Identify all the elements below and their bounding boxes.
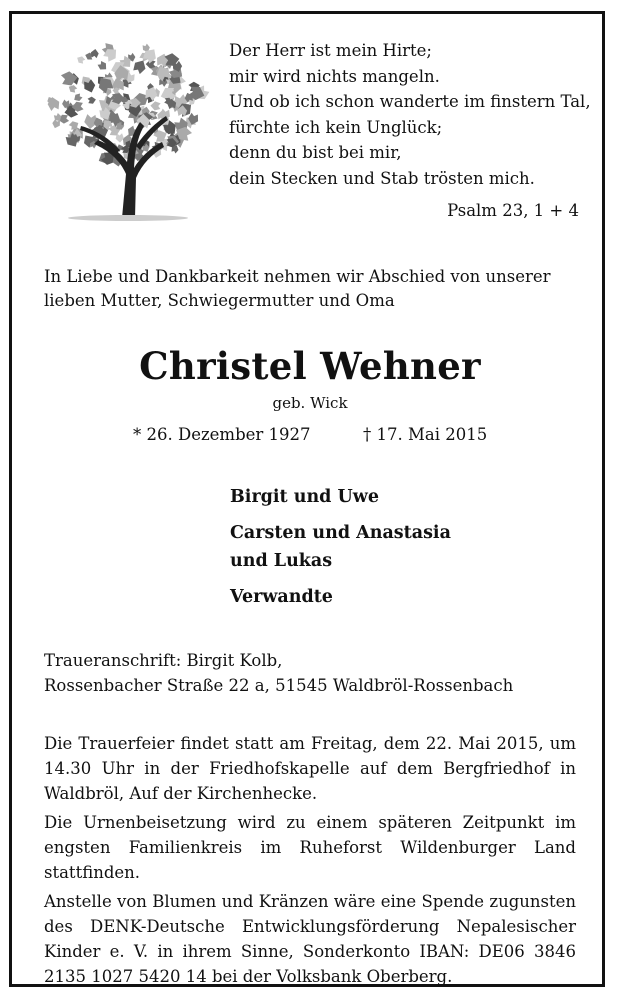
details-paragraph: Anstelle von Blumen und Kränzen wäre eine Spende zugunsten des DENK-Deutsche Entwicklungsförderung Nepalesischer Kinder e. V. in ihrem Sinne, Sonderkonto IBAN: DE06 3846 2135 1027 5420 14 bei der Volksbank Oberberg. — [44, 892, 576, 986]
survivor-entry: Verwandte — [230, 587, 333, 607]
psalm-line: fürchte ich kein Unglück; — [229, 117, 443, 137]
address-line: Traueranschrift: Birgit Kolb, — [44, 651, 283, 670]
tree-ground-shadow — [68, 215, 188, 221]
funeral-details — [44, 731, 576, 993]
tree-leaf — [96, 60, 108, 72]
birth-name: geb. Wick — [272, 394, 348, 412]
tree-leaf — [75, 55, 85, 65]
deceased-name: Christel Wehner — [139, 344, 481, 388]
survivor-entry: Carsten und Anastasia — [230, 523, 451, 543]
psalm-line: Und ob ich schon wanderte im finstern Tal, — [229, 92, 591, 111]
tree-leaf — [87, 96, 96, 105]
psalm-verse — [229, 38, 591, 191]
psalm-line: denn du bist bei mir, — [229, 143, 402, 162]
survivor-entry: Birgit und Uwe — [230, 487, 379, 507]
intro-text: In Liebe und Dankbarkeit nehmen wir Abschied von unserer lieben Mutter, Schwiegermutter und Oma — [44, 267, 551, 310]
survivor-entry: und Lukas — [230, 551, 333, 571]
death-date: † 17. Mai 2015 — [363, 425, 488, 444]
details-paragraph: Die Urnenbeisetzung wird zu einem späteren Zeitpunkt im engsten Familienkreis im Ruheforst Wildenburger Land stattfinden. — [44, 813, 576, 882]
birth-date: * 26. Dezember 1927 — [133, 425, 311, 444]
tree-leaf — [61, 70, 79, 86]
tree-leaf — [150, 101, 161, 111]
psalm-line: mir wird nichts mangeln. — [229, 66, 440, 86]
address-line: Rossenbacher Straße 22 a, 51545 Waldbröl-Rossenbach — [44, 676, 514, 695]
tree-foliage — [46, 42, 211, 167]
survivors-list — [230, 483, 451, 611]
mourning-address — [44, 648, 513, 698]
tree-leaf — [90, 48, 99, 58]
tree-leaf — [72, 92, 83, 103]
details-paragraph: Die Trauerfeier findet statt am Freitag, dem 22. Mai 2015, um 14.30 Uhr in der Friedhofskapelle auf dem Bergfriedhof in Waldbröl, Auf der Kirchenhecke. — [44, 734, 576, 803]
tree-illustration — [36, 42, 221, 222]
psalm-line: Der Herr ist mein Hirte; — [229, 41, 432, 60]
psalm-reference: Psalm 23, 1 + 4 — [447, 201, 579, 220]
psalm-line: dein Stecken und Stab trösten mich. — [229, 168, 535, 188]
